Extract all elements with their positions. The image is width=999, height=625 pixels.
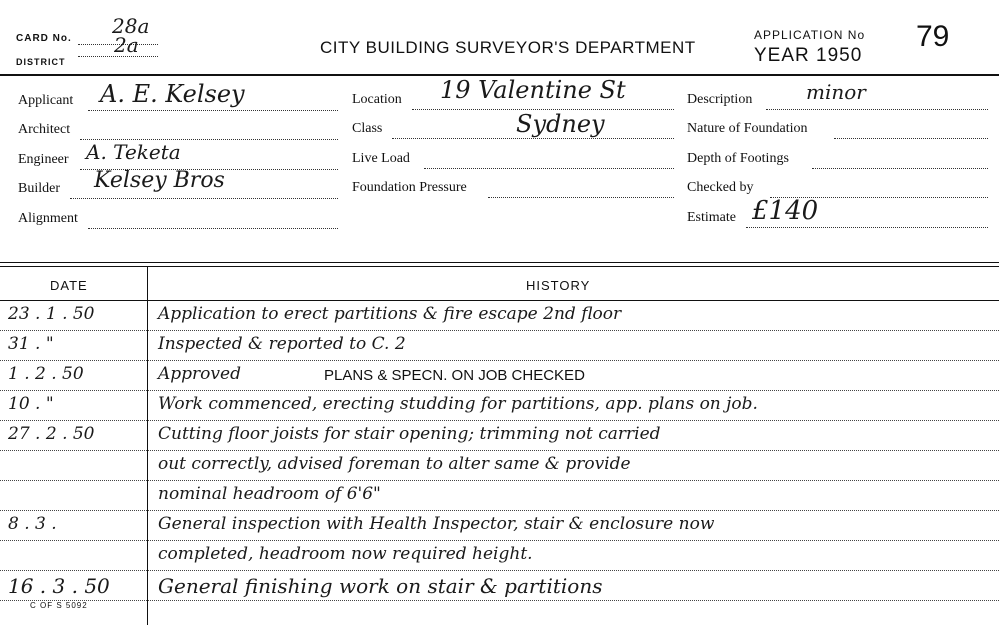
location-label: Location (352, 92, 402, 107)
checked-by-label: Checked by (687, 180, 754, 195)
history-date: 10 . " (8, 394, 54, 414)
applicant-label: Applicant (18, 93, 74, 108)
table-top-rule-1 (0, 262, 999, 263)
history-row-rule (0, 450, 999, 451)
form-code: C OF S 5092 (30, 601, 88, 610)
history-entry: Work commenced, erecting studding for partitions, app. plans on job. (158, 394, 758, 414)
history-date: 27 . 2 . 50 (8, 424, 95, 444)
history-date: 8 . 3 . (8, 514, 57, 534)
history-header: HISTORY (526, 278, 591, 293)
alignment-line (88, 228, 338, 229)
plans-checked-stamp: PLANS & SPECN. ON JOB CHECKED (324, 367, 585, 384)
nature-of-foundation-line (834, 138, 988, 139)
description-line (766, 109, 988, 110)
history-entry: General finishing work on stair & partitions (158, 574, 603, 598)
foundation-pressure-label: Foundation Pressure (352, 180, 467, 195)
alignment-label: Alignment (18, 211, 78, 226)
description-value: minor (806, 80, 866, 104)
application-label: APPLICATION No (754, 28, 866, 42)
history-date: 16 . 3 . 50 (8, 574, 110, 598)
history-entry: nominal headroom of 6'6" (158, 484, 381, 504)
history-row-rule (0, 510, 999, 511)
estimate-label: Estimate (687, 210, 736, 225)
history-row-rule (0, 600, 999, 601)
history-date: 23 . 1 . 50 (8, 304, 95, 324)
district-value: 2a (114, 33, 139, 57)
builder-label: Builder (18, 181, 60, 196)
nature-of-foundation-label: Nature of Foundation (687, 121, 808, 136)
history-row-rule (0, 480, 999, 481)
history-row-rule (0, 420, 999, 421)
applicant-line (88, 110, 338, 111)
district-label: DISTRICT (16, 57, 66, 67)
history-row-rule (0, 360, 999, 361)
applicant-value: A. E. Kelsey (100, 80, 245, 108)
live-load-label: Live Load (352, 151, 410, 166)
application-number: 79 (916, 20, 950, 53)
history-entry: completed, headroom now required height. (158, 544, 533, 564)
engineer-label: Engineer (18, 152, 69, 167)
history-entry: Inspected & reported to C. 2 (158, 334, 406, 354)
table-top-rule-2 (0, 266, 999, 267)
year: YEAR 1950 (754, 45, 863, 66)
history-entry: Cutting floor joists for stair opening; trimming not carried (158, 424, 661, 444)
class-label: Class (352, 121, 383, 136)
date-header: DATE (50, 278, 88, 293)
history-row-rule (0, 570, 999, 571)
header-bottom-rule (0, 300, 999, 301)
history-entry: Application to erect partitions & fire escape 2nd floor (158, 304, 622, 324)
card-no-label: CARD No. (16, 33, 72, 44)
architect-label: Architect (18, 122, 71, 137)
history-entry: Approved (158, 364, 241, 384)
class-line (392, 138, 674, 139)
estimate-value: £140 (752, 196, 819, 226)
history-row-rule (0, 540, 999, 541)
history-entry: General inspection with Health Inspector, stair & enclosure now (158, 514, 715, 534)
history-date: 31 . " (8, 334, 54, 354)
history-row-rule (0, 330, 999, 331)
history-row-rule (0, 390, 999, 391)
engineer-value: A. Teketa (86, 140, 181, 164)
class-value: Sydney (516, 110, 605, 138)
history-entry: out correctly, advised foreman to alter same & provide (158, 454, 631, 474)
description-label: Description (687, 92, 753, 107)
location-value: 19 Valentine St (440, 76, 626, 104)
depth-of-footings-line (812, 168, 988, 169)
foundation-pressure-line (488, 197, 674, 198)
date-column-divider (147, 266, 148, 625)
estimate-line (746, 227, 988, 228)
history-date: 1 . 2 . 50 (8, 364, 84, 384)
depth-of-footings-label: Depth of Footings (687, 151, 789, 166)
card-no-value: 28a (112, 14, 150, 38)
department-title: CITY BUILDING SURVEYOR'S DEPARTMENT (320, 38, 696, 57)
live-load-line (424, 168, 674, 169)
builder-value: Kelsey Bros (94, 168, 225, 193)
builder-line (70, 198, 338, 199)
